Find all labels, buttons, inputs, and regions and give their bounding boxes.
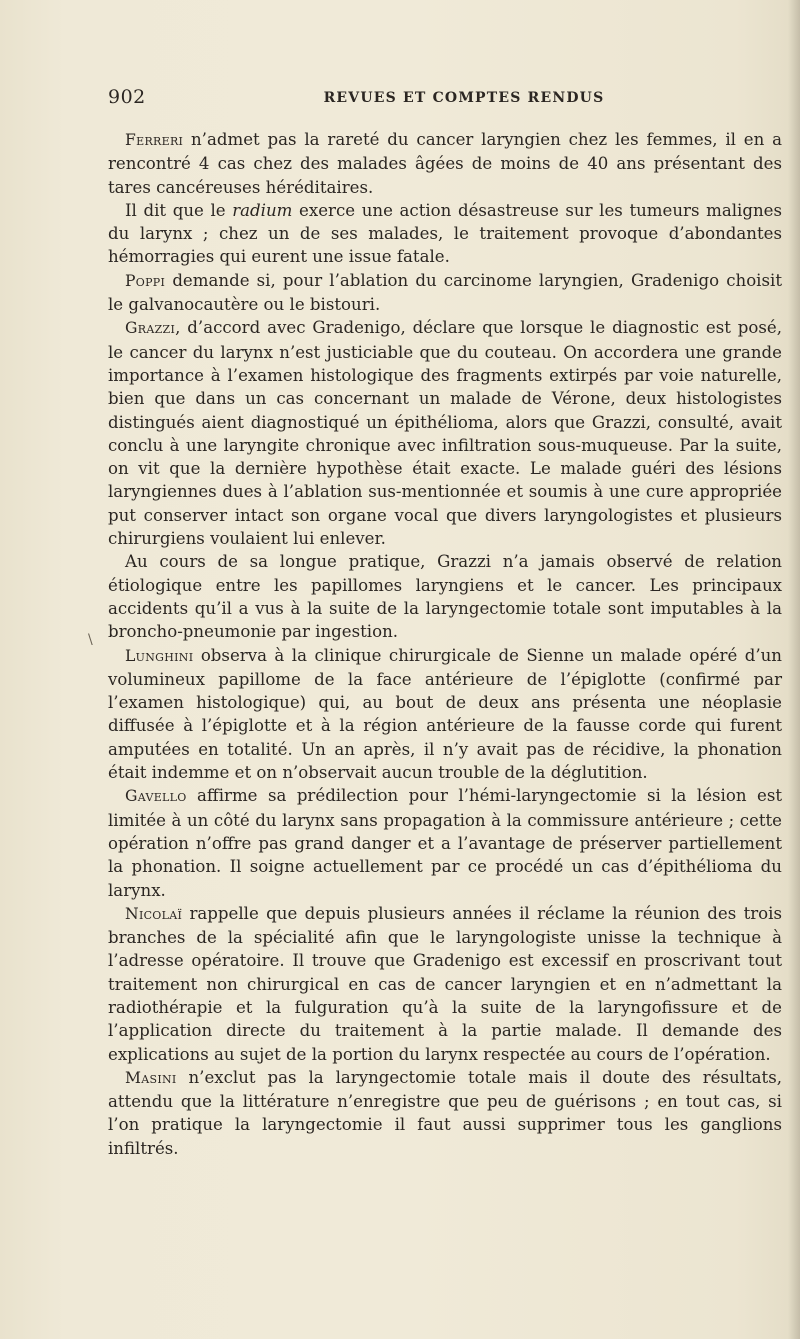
author-name: Lunghini: [125, 646, 194, 665]
paragraph-ferreri: [108, 128, 782, 199]
author-name: Nicolaï: [125, 904, 183, 923]
body-text: [108, 128, 782, 1160]
page-header: [108, 86, 780, 116]
author-name: Masini: [125, 1068, 177, 1087]
paragraph-text: observa à la clinique chirurgicale de Sienne un malade opéré d’un volumineux papillome de la face antérieure de l’épiglotte (confirmé par l’examen histologique) qui, au bout de deux ans présenta une néoplasie diffusée à l’épiglotte et à la région antérieure de la fausse corde qui furent amputées en totalité. Un an après, il n’y avait pas de récidive, la phonation était indemme et on n’observait aucun trouble de la déglutition.: [108, 645, 782, 783]
paragraph-masini: [108, 1066, 782, 1160]
running-head: REVUES ET COMPTES RENDUS: [323, 90, 605, 106]
paragraph-text: Au cours de sa longue pratique, Grazzi n’a jamais observé de relation étiologique entre les papillomes laryngiens et le cancer. Les principaux accidents qu’il a vus à la suite de la laryngectomie totale sont imputables à la broncho-pneumonie par ingestion.: [108, 552, 782, 642]
paragraph-radium: [108, 199, 782, 269]
paragraph-text: n’exclut pas la laryngectomie totale mais il doute des résultats, attendu que la littérature n’enregistre que peu de guérisons ; en tout cas, si l’on pratique la laryngectomie il faut aussi supprimer tous les ganglions infiltrés.: [108, 1067, 782, 1158]
paragraph-gavello: [108, 784, 782, 901]
author-name: Gavello: [125, 787, 187, 806]
paragraph-nicolai: [108, 902, 782, 1066]
paragraph-grazzi: [108, 316, 782, 550]
paragraph-text: Il dit que le: [125, 200, 233, 220]
paragraph-text: , d’accord avec Gradenigo, déclare que lorsque le diagnostic est posé, le cancer du larynx n’est justiciable que du couteau. On accordera une grande importance à l’examen histologique des fragments extirpés par voie naturelle, bien que dans un cas concernant un malade de Vérone, deux histologistes distingués aient diagnostiqué un épithélioma, alors que Grazzi, consulté, avait conclu à une laryngite chronique avec infiltration sous-muqueuse. Par la suite, on vit que la dernière hypothèse était exacte. Le malade guéri des lésions laryngiennes dues à l’ablation sus-mentionnée et soumis à une cure appropriée put conserver intact son organe vocal que divers laryngologistes et plusieurs chirurgiens voulaient lui enlever.: [108, 318, 782, 549]
paragraph-text: affirme sa prédilection pour l’hémi-laryngectomie si la lésion est limitée à un côté du larynx sans propagation à la commissure antérieure ; cette opération n’offre pas grand danger et a l’avantage de préserver partiellement la phonation. Il soigne actuellement par ce procédé un cas d’épithélioma du larynx.: [108, 786, 782, 900]
author-name: Poppi: [125, 271, 166, 290]
author-name: Ferreri: [125, 131, 184, 149]
paragraph-poppi: [108, 269, 782, 317]
margin-mark: \: [88, 632, 93, 648]
paragraph-text: rappelle que depuis plusieurs années il réclame la réunion des trois branches de la spécialité afin que le laryngologiste unisse la technique à l’adresse opératoire. Il trouve que Gradenigo est excessif en proscrivant tout traitement non chirurgical en cas de cancer laryngien et en n’admettant la radiothérapie et la fulguration qu’à la suite de la laryngofissure et de l’application directe du traitement à la partie malade. Il demande des explications au sujet de la portion du larynx respectée au cours de l’opération.: [108, 903, 782, 1064]
paragraph-text: demande si, pour l’ablation du carcinome laryngien, Gradenigo choisit le galvanocautère ou le bistouri.: [108, 270, 782, 315]
paragraph-lunghini: [108, 644, 782, 785]
page-edge-shadow: [788, 0, 800, 1339]
paragraph-text: n’admet pas la rareté du cancer laryngien chez les femmes, il en a rencontré 4 cas chez des malades âgées de moins de 40 ans présentant des tares cancéreuses héréditaires.: [108, 130, 782, 197]
paragraph-grazzi-2: [108, 550, 782, 643]
author-name: Grazzi: [125, 319, 176, 338]
paragraph-text: exerce une action désastreuse sur les tumeurs malignes du larynx ; chez un de ses malades, le traitement provoque d’abondantes hémorragies qui eurent une issue fatale.: [108, 200, 782, 267]
italic-term: radium: [232, 200, 293, 220]
page-number: 902: [108, 86, 146, 108]
